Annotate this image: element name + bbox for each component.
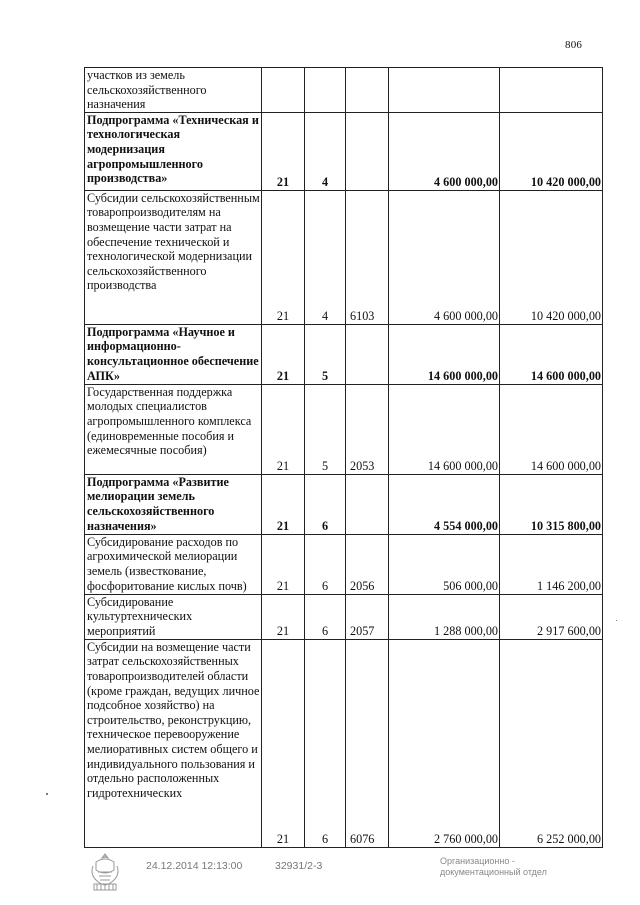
footer-document-code: 32931/2-3 [275, 860, 323, 872]
row-name: Субсидии на возмещение части затрат сельскохозяйственных товаропроизводителей области (кроме граждан, ведущих личное подсобное хозяйство) на строительство, реконструкцию, техническое перевооружение мелиоративных систем общего и индивидуального пользования и отдельно расположенных гидротехнических [85, 639, 262, 847]
coat-of-arms-logo [88, 852, 122, 897]
row-code: 2057 [346, 594, 389, 639]
row-code [346, 112, 389, 190]
row-sum-2: 10 315 800,00 [500, 474, 603, 534]
row-col-a: 21 [262, 639, 305, 847]
row-sum-1 [389, 68, 500, 113]
row-name: Подпрограмма «Техническая и технологическая модернизация агропромышленного производства» [85, 112, 262, 190]
row-col-b: 4 [305, 190, 346, 324]
row-col-a: 21 [262, 190, 305, 324]
table-row [85, 68, 603, 113]
row-sum-1: 1 288 000,00 [389, 594, 500, 639]
footer-datetime: 24.12.2014 12:13:00 [146, 860, 243, 872]
row-sum-1: 14 600 000,00 [389, 324, 500, 384]
row-sum-1: 2 760 000,00 [389, 639, 500, 847]
row-name: Государственная поддержка молодых специалистов агропромышленного комплекса (единовременные пособия и ежемесячные пособия) [85, 384, 262, 474]
row-name: Подпрограмма «Развитие мелиорации земель сельскохозяйственного назначения» [85, 474, 262, 534]
row-col-b [305, 68, 346, 113]
row-sum-2: 10 420 000,00 [500, 190, 603, 324]
budget-table [84, 67, 603, 848]
row-col-a: 21 [262, 594, 305, 639]
row-col-a [262, 68, 305, 113]
row-col-a: 21 [262, 324, 305, 384]
row-sum-1: 4 554 000,00 [389, 474, 500, 534]
table-row [85, 534, 603, 594]
row-name: Подпрограмма «Научное и информационно-консультационное обеспечение АПК» [85, 324, 262, 384]
row-sum-2: 6 252 000,00 [500, 639, 603, 847]
row-sum-2 [500, 68, 603, 113]
row-col-b: 5 [305, 384, 346, 474]
table-row [85, 190, 603, 324]
scan-speck [46, 793, 48, 795]
table-row [85, 112, 603, 190]
row-col-a: 21 [262, 474, 305, 534]
row-sum-1: 14 600 000,00 [389, 384, 500, 474]
row-code: 2056 [346, 534, 389, 594]
table-row [85, 324, 603, 384]
row-sum-1: 4 600 000,00 [389, 190, 500, 324]
row-name: Субсидирование расходов по агрохимической мелиорации земель (известкование, фосфоритование кислых почв) [85, 534, 262, 594]
row-sum-1: 4 600 000,00 [389, 112, 500, 190]
row-name: Субсидирование культуртехнических мероприятий [85, 594, 262, 639]
row-sum-1: 506 000,00 [389, 534, 500, 594]
row-col-a: 21 [262, 534, 305, 594]
scan-speck [616, 620, 617, 621]
row-code: 6103 [346, 190, 389, 324]
table-row [85, 639, 603, 847]
row-sum-2: 1 146 200,00 [500, 534, 603, 594]
row-sum-2: 14 600 000,00 [500, 384, 603, 474]
stamp-line-2: документационный отдел [440, 867, 547, 877]
table-row [85, 474, 603, 534]
row-col-b: 5 [305, 324, 346, 384]
row-code [346, 474, 389, 534]
table-row [85, 384, 603, 474]
row-name: Субсидии сельскохозяйственным товаропроизводителям на возмещение части затрат на обеспечение технической и технологической модернизации сельскохозяйственного производства [85, 190, 262, 324]
stamp-line-1: Организационно - [440, 856, 515, 866]
row-code: 2053 [346, 384, 389, 474]
row-code [346, 68, 389, 113]
row-code: 6076 [346, 639, 389, 847]
page-number: 806 [565, 39, 583, 51]
row-sum-2: 2 917 600,00 [500, 594, 603, 639]
row-col-b: 6 [305, 594, 346, 639]
department-stamp [440, 856, 547, 878]
row-sum-2: 10 420 000,00 [500, 112, 603, 190]
row-col-a: 21 [262, 112, 305, 190]
row-col-b: 4 [305, 112, 346, 190]
row-col-b: 6 [305, 639, 346, 847]
row-col-b: 6 [305, 474, 346, 534]
row-col-b: 6 [305, 534, 346, 594]
row-name: участков из земель сельскохозяйственного назначения [85, 68, 262, 113]
row-code [346, 324, 389, 384]
row-col-a: 21 [262, 384, 305, 474]
row-sum-2: 14 600 000,00 [500, 324, 603, 384]
table-row [85, 594, 603, 639]
